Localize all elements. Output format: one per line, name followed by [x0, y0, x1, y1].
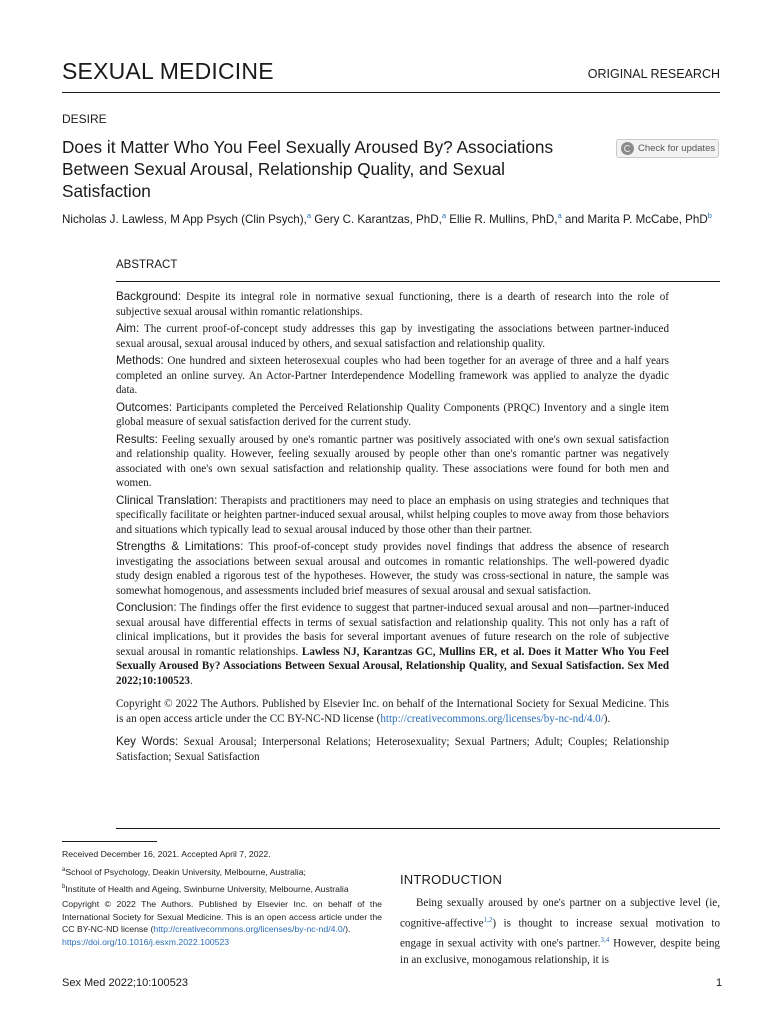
section-heading: Results: — [116, 432, 158, 446]
page-number: 1 — [716, 977, 723, 989]
doi-link[interactable]: https://doi.org/10.1016/j.esxm.2022.100523 — [62, 936, 230, 947]
abstract-methods: Methods: One hundred and sixteen heterosexual couples who had been together for an average of three and a half years completed an online survey. An Actor-Partner Interdependence Modelling framework was applied to analyze the dyadic data. — [116, 354, 669, 396]
author-name: Gery C. Karantzas, PhD, — [314, 212, 442, 226]
abstract-copyright: Copyright © 2022 The Authors. Published by Elsevier Inc. on behalf of the International Society for Sexual Medicine. This is an open access article under the CC BY-NC-ND license (http://creativecommons.org/licenses/by-nc-nd/4.0/). — [116, 698, 669, 725]
keywords-heading: Key Words: — [116, 735, 179, 748]
abstract-divider — [116, 281, 720, 282]
received-dates: Received December 16, 2021. Accepted April 7, 2022. — [62, 849, 271, 859]
footnote-divider — [62, 841, 157, 842]
footer-citation: Sex Med 2022;10:100523 — [62, 977, 188, 989]
reference-link[interactable]: 3,4 — [600, 935, 610, 944]
section-heading: Methods: — [116, 354, 164, 367]
check-for-updates-button[interactable] — [616, 139, 719, 158]
license-link[interactable]: http://creativecommons.org/licenses/by-nc-nd/4.0/ — [380, 712, 604, 725]
abstract-outcomes: Outcomes: Participants completed the Perceived Relationship Quality Components (PRQC) Inventory and a single item global measure of sexual satisfaction derived for the current study. — [116, 400, 669, 428]
affiliation-b: $^b$Institute of Health and Ageing, Swinburne University, Melbourne, Australia — [62, 883, 349, 894]
author-name: Marita P. McCabe, PhD — [587, 212, 708, 226]
abstract-body — [116, 290, 669, 767]
copyright-note: Copyright © 2022 The Authors. Published by Elsevier Inc. on behalf of the International Society for Sexual Medicine. This is an open access article under the CC BY-NC-ND license (http://creativecommons.org/licenses/by-nc-nd/4.0/). https://doi.org/10.1016/j.esxm.2022.100523 — [62, 899, 382, 947]
author-name: Nicholas J. Lawless, M App Psych (Clin Psych), — [62, 212, 307, 226]
abstract-clinical-translation: Clinical Translation: Therapists and practitioners may need to place an emphasis on using strategies and techniques that specifically facilitate or heighten partner-induced sexual arousal, whilst helping couples to move away from those behaviors and situations which typically lead to sexual arousal induced by those other than their partner. — [116, 493, 669, 536]
author-name: Ellie R. Mullins, PhD, — [449, 212, 558, 226]
article-type-label: ORIGINAL RESEARCH — [587, 67, 720, 81]
abstract-bottom-divider — [116, 828, 720, 829]
article-title: Does it Matter Who You Feel Sexually Aroused By? Associations Between Sexual Arousal, Relationship Quality, and Sexual Satisfaction — [62, 137, 554, 201]
header-divider — [62, 92, 720, 93]
introduction-heading: INTRODUCTION — [400, 872, 503, 887]
section-label: DESIRE — [62, 112, 107, 126]
reference-link[interactable]: 1,2 — [483, 915, 493, 924]
section-heading: Background: — [116, 290, 182, 303]
section-heading: Clinical Translation: — [116, 493, 218, 507]
section-heading: Aim: — [116, 322, 140, 335]
abstract-results: Results: Feeling sexually aroused by one's romantic partner was positively associated with one's own sexual satisfaction and relationship quality. However, feeling sexually aroused by people other than one's romantic partner was negatively associated with one's own sexual satisfaction and relationship quality. These associations were found for both men and women. — [116, 432, 669, 489]
affiliation-mark[interactable]: a — [557, 211, 562, 220]
section-heading: Strengths & Limitations: — [116, 540, 244, 553]
abstract-aim: Aim: The current proof-of-concept study addresses this gap by investigating the associations between partner-induced sexual arousal, sexual arousal induced by others, and sexual satisfaction and relationship quality. — [116, 322, 669, 350]
journal-name: SEXUAL MEDICINE — [62, 58, 274, 84]
abstract-conclusion: Conclusion: The findings offer the first evidence to suggest that partner-induced sexual arousal and non—partner-induced sexual arousal have differential effects in terms of sexual satisfaction and relationship quality. This not only has a raft of clinical implications, but it provides the basis for several important avenues of future research on the role of subjective sexual arousal in romantic relationships. Lawless NJ, Karantzas GC, Mullins ER, et al. Does it Matter Who You Feel Sexually Aroused By? Associations Between Sexual Arousal, Relationship Quality, and Sexual Satisfaction. Sex Med 2022;10:100523. — [116, 601, 669, 687]
abstract-heading: ABSTRACT — [116, 259, 178, 271]
how-to-cite: Lawless NJ, Karantzas GC, Mullins ER, et al. Does it Matter Who You Feel Sexually Aroused By? Associations Between Sexual Arousal, Relationship Quality, and Sexual Satisfaction. Sex Med 2022;10:100523 — [116, 645, 669, 687]
refresh-icon — [621, 142, 634, 155]
author-list: Nicholas J. Lawless, M App Psych (Clin Psych),$^a$ Gery C. Karantzas, PhD,$^a$ Ellie R. Mullins, PhD,$^a$ and Marita P. McCabe, PhD$^b$ — [62, 211, 712, 226]
section-heading: Conclusion: — [116, 601, 177, 614]
introduction-text: Being sexually aroused by one's partner on a subjective level (ie, cognitive-affective$^{1,2}$) is thought to increase sexual motivation to engage in sexual activity with one's partner.$^{3,4}$ However, despite being in an exclusive, monogamous relationship, it is — [400, 897, 720, 966]
abstract-background: Background: Despite its integral role in normative sexual functioning, there is a dearth of research into the role of subjective sexual arousal within romantic relationships. — [116, 290, 669, 318]
check-for-updates-label: Check for updates — [638, 143, 716, 154]
license-link[interactable]: http://creativecommons.org/licenses/by-nc-nd/4.0/ — [153, 924, 346, 935]
keywords: Key Words: Sexual Arousal; Interpersonal Relations; Heterosexuality; Sexual Partners; Adult; Couples; Relationship Satisfaction; Sexual Satisfaction — [116, 735, 669, 763]
footnotes — [62, 848, 382, 951]
abstract-strengths-limitations: Strengths & Limitations: This proof-of-concept study provides novel findings that address the absence of research investigating the associations between sexual arousal and outcomes in romantic relationships. The well-powered dyadic study design enabled a rigorous test of the hypotheses. However, the study was cross-sectional in nature, the sample was somewhat homogenous, and assessments included brief measures of sexual arousal and sexual satisfaction. — [116, 540, 670, 597]
affiliation-a: $^a$School of Psychology, Deakin University, Melbourne, Australia; — [62, 866, 306, 877]
section-heading: Outcomes: — [116, 400, 173, 414]
affiliation-mark[interactable]: b — [707, 211, 712, 220]
affiliation-mark[interactable]: a — [306, 211, 312, 220]
affiliation-mark[interactable]: a — [441, 211, 446, 220]
